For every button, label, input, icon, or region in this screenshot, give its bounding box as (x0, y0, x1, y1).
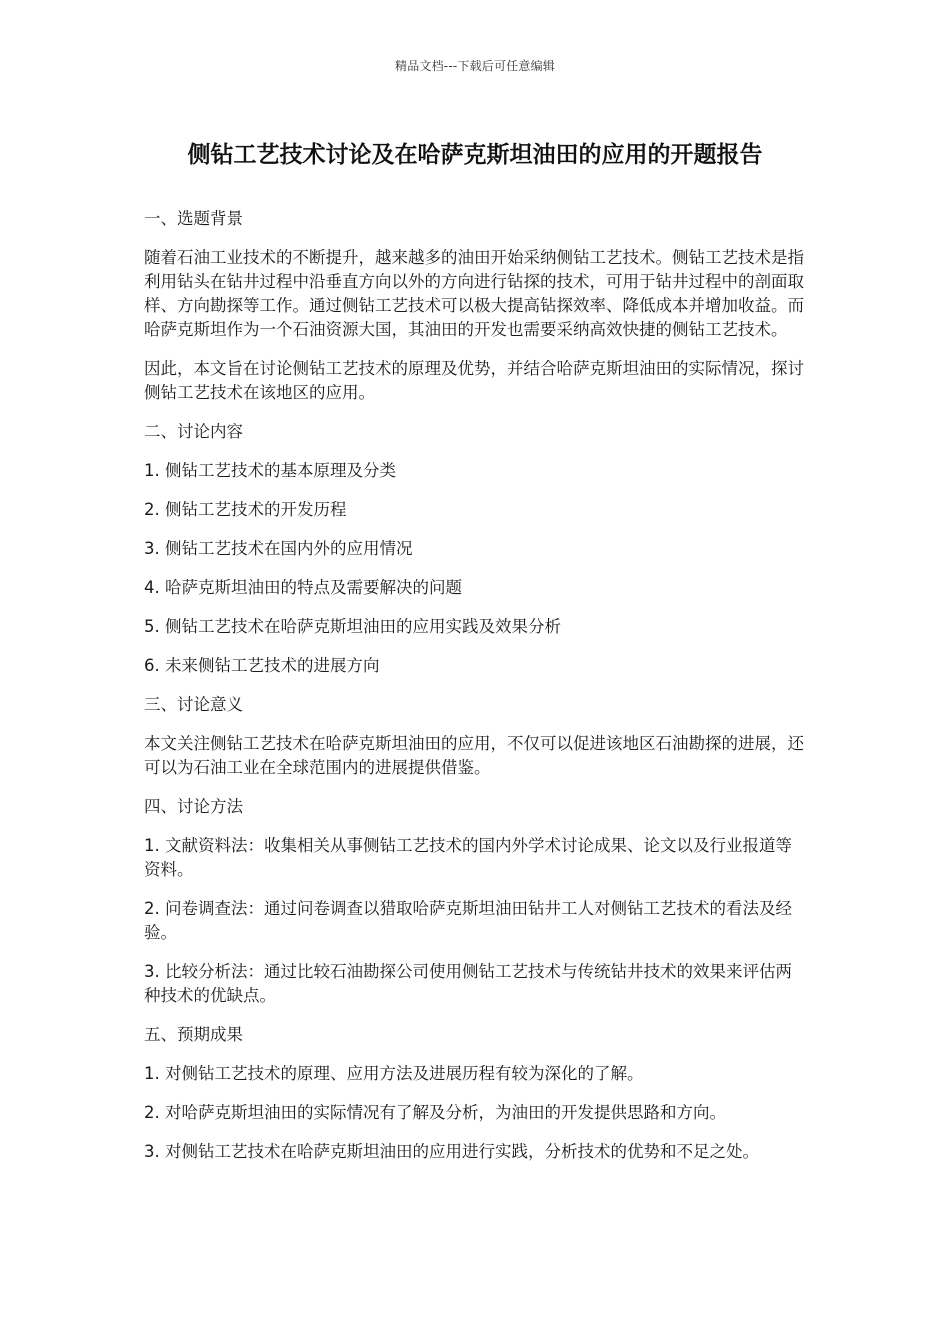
background-paragraph: 随着石油工业技术的不断提升，越来越多的油田开始采纳侧钻工艺技术。侧钻工艺技术是指利用钻头在钻井过程中沿垂直方向以外的方向进行钻探的技术，可用于钻井过程中的剖面取样、方向勘探等工作。通过侧钻工艺技术可以极大提高钻探效率、降低成本并增加收益。而哈萨克斯坦作为一个石油资源大国，其油田的开发也需要采纳高效快捷的侧钻工艺技术。 (144, 248, 804, 339)
content-list-item: 5. 侧钻工艺技术在哈萨克斯坦油田的应用实践及效果分析 (144, 617, 561, 636)
section-heading-methods: 四、讨论方法 (144, 797, 243, 816)
outcomes-list-item: 1. 对侧钻工艺技术的原理、应用方法及进展历程有较为深化的了解。 (144, 1064, 644, 1083)
page-header-note: 精品文档---下载后可任意编辑 (395, 59, 555, 73)
section-heading-significance: 三、讨论意义 (144, 695, 243, 714)
outcomes-list-item: 3. 对侧钻工艺技术在哈萨克斯坦油田的应用进行实践，分析技术的优势和不足之处。 (144, 1142, 759, 1161)
content-list-item: 2. 侧钻工艺技术的开发历程 (144, 500, 347, 519)
document-body (144, 207, 804, 1179)
section-heading-content: 二、讨论内容 (144, 422, 243, 441)
section-heading-outcomes: 五、预期成果 (144, 1025, 243, 1044)
outcomes-list-item: 2. 对哈萨克斯坦油田的实际情况有了解及分析，为油田的开发提供思路和方向。 (144, 1103, 726, 1122)
section-heading-background: 一、选题背景 (144, 209, 243, 228)
significance-paragraph: 本文关注侧钻工艺技术在哈萨克斯坦油田的应用，不仅可以促进该地区石油勘探的进展，还可以为石油工业在全球范围内的进展提供借鉴。 (144, 734, 804, 777)
content-list-item: 6. 未来侧钻工艺技术的进展方向 (144, 656, 380, 675)
methods-list-item: 1. 文献资料法：收集相关从事侧钻工艺技术的国内外学术讨论成果、论文以及行业报道等资料。 (144, 836, 792, 879)
content-list-item: 3. 侧钻工艺技术在国内外的应用情况 (144, 539, 413, 558)
document-title: 侧钻工艺技术讨论及在哈萨克斯坦油田的应用的开题报告 (187, 142, 763, 168)
content-list-item: 1. 侧钻工艺技术的基本原理及分类 (144, 461, 396, 480)
methods-list-item: 3. 比较分析法：通过比较石油勘探公司使用侧钻工艺技术与传统钻井技术的效果来评估两种技术的优缺点。 (144, 962, 792, 1005)
content-list-item: 4. 哈萨克斯坦油田的特点及需要解决的问题 (144, 578, 462, 597)
background-paragraph: 因此，本文旨在讨论侧钻工艺技术的原理及优势，并结合哈萨克斯坦油田的实际情况，探讨侧钻工艺技术在该地区的应用。 (144, 359, 804, 402)
methods-list-item: 2. 问卷调查法：通过问卷调查以猎取哈萨克斯坦油田钻井工人对侧钻工艺技术的看法及经验。 (144, 899, 792, 942)
